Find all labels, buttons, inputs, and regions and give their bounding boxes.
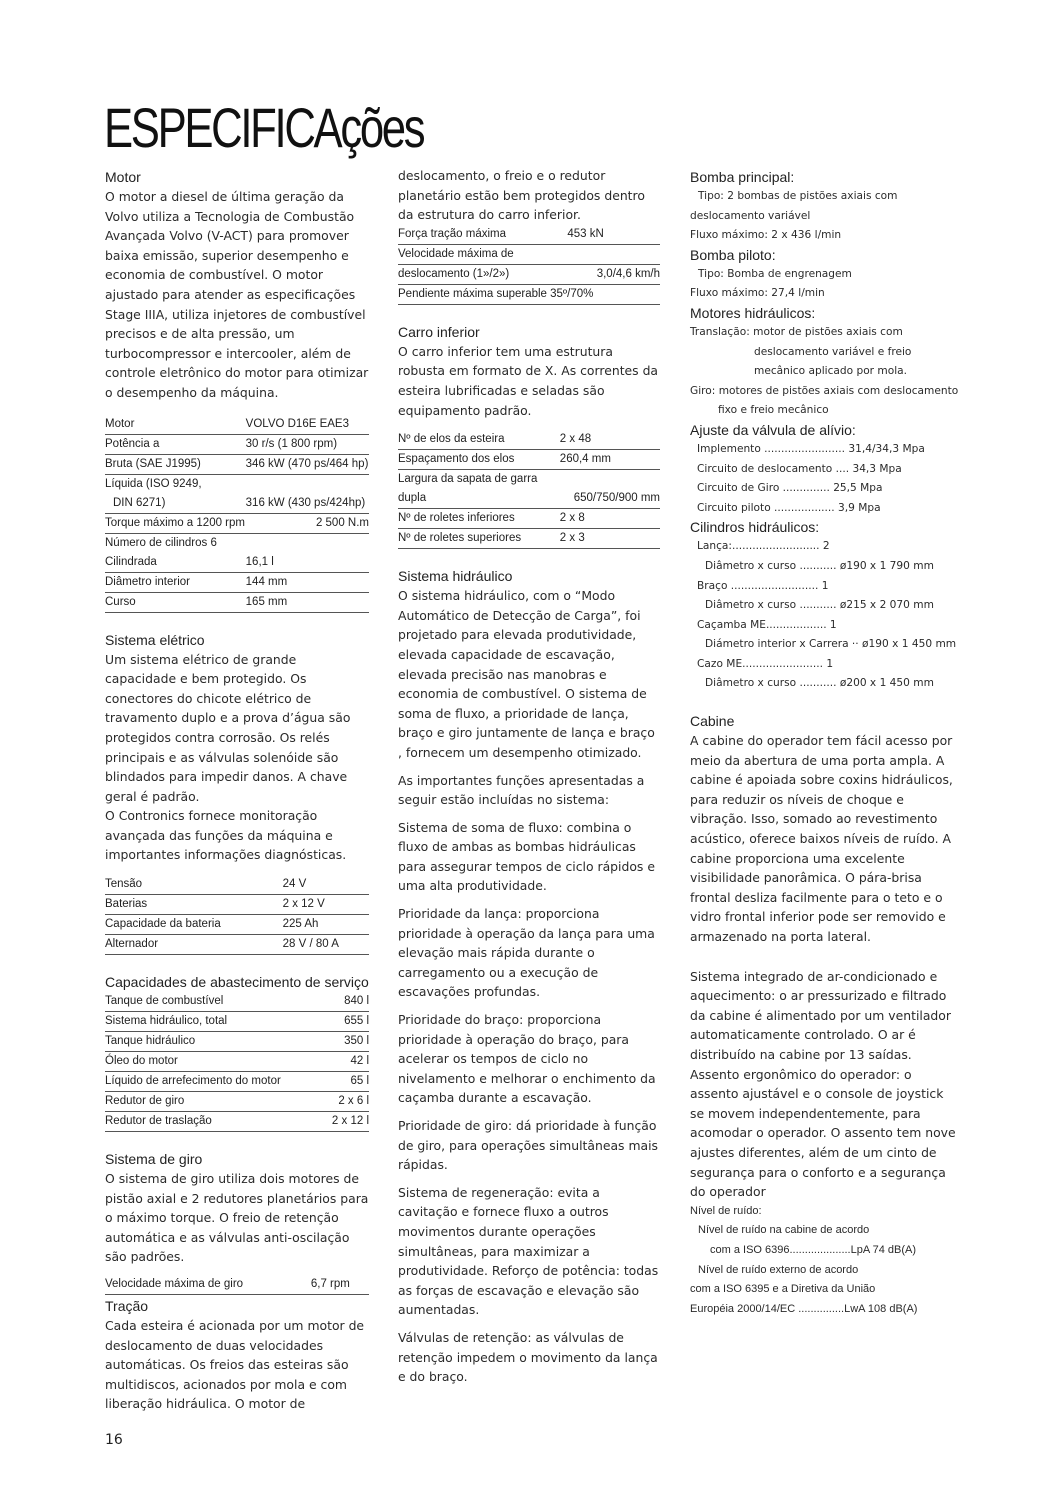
eletrico-text-2: O Contronics fornece monitoração avançada das funções da máquina e importantes informações diagnósticas. (105, 808, 347, 863)
cell: Líquido de arrefecimento do motor (105, 1072, 323, 1092)
spec-line: Tipo: 2 bombas de pistões axiais com (698, 190, 898, 202)
spec-line: mecânico aplicado por mola. (754, 365, 908, 378)
spec-line: Circuito piloto .................. 3,9 Mpa (697, 501, 881, 514)
cell: Velocidade máxima de giro (105, 1275, 311, 1295)
ruido-line: Nível de ruído: (690, 1204, 762, 1217)
table-row (398, 470, 660, 490)
table-row (105, 592, 369, 612)
cilindros-heading: Cilindros hidráulicos: (690, 519, 820, 536)
spec-line: Tipo: Bomba de engrenagem (698, 267, 852, 280)
table-row (398, 489, 660, 509)
spec-line: Circuito de Giro .............. 25,5 Mpa (697, 482, 883, 495)
soma-text: Sistema de soma de fluxo: combina o fluxo de ambas as bombas hidráulicas para assegurar tempos de ciclo rápidos e uma alta produtividade. (398, 819, 655, 894)
table-row (398, 430, 660, 450)
cell: Torque máximo a 1200 rpm (105, 513, 246, 533)
motor-text: O motor a diesel de última geração da Volvo utiliza a Tecnologia de Combustão Avançada Volvo (V-ACT) para promover baixa emissão, superior desempenho e economia de combustível. O motor ajustado para atender as especificações Stage IIIA, utiliza injetores de combustível precisos e de alta pressão, um turbocompressor e intercooler, além de controle eletrônico do motor para otimizar o desempenho da máquina. (105, 189, 369, 400)
giro-text: O sistema de giro utiliza dois motores de pistão axial e 2 redutores planetários para o máximo torque. O freio de retenção automática e as válvulas anti-oscilação são padrões. (105, 1171, 369, 1265)
ruido-line: Nível de ruído na cabine de acordo (698, 1224, 870, 1237)
table-row (398, 284, 660, 304)
cell: Número de cilindros 6 (105, 536, 217, 549)
hidraulico-heading: Sistema hidráulico (398, 568, 513, 585)
cell: 316 kW (430 ps/424hp) (246, 494, 369, 514)
cell: 30 r/s (1 800 rpm) (246, 434, 369, 454)
tracao-cont-text: deslocamento, o freio e o redutor planetário estão bem protegidos dentro da estrutura do carro inferior. (398, 168, 645, 223)
eletrico-heading: Sistema elétrico (105, 631, 205, 648)
giro-heading: Sistema de giro (105, 1151, 203, 1168)
table-row (398, 264, 660, 284)
cell: 2 x 12 l (323, 1112, 369, 1132)
spec-line: fixo e freio mecânico (718, 404, 829, 417)
cell: 3,0/4,6 km/h (567, 264, 660, 284)
table-row (105, 992, 369, 1012)
cell: Nº de elos da esteira (398, 430, 560, 450)
page-title: ESPECIFICAções (104, 96, 424, 159)
cell: Motor (105, 415, 246, 435)
cell: Diâmetro interior (105, 572, 246, 592)
table-row (105, 434, 369, 454)
cabine-heading: Cabine (690, 713, 735, 730)
motores-heading: Motores hidráulicos: (690, 304, 816, 321)
giro-prio-text: Prioridade de giro: dá prioridade à função de giro, para operações simultâneas mais rápidas. (398, 1118, 659, 1173)
cell: 225 Ah (283, 915, 369, 935)
bomba-heading: Bomba principal: (690, 169, 795, 185)
spec-line: Braço .......................... 1 (697, 579, 829, 592)
eletrico-text: Um sistema elétrico de grande capacidade e bem protegido. Os conectores do chicote elétrico de travamento duplo e a prova d’água são protegidos contra corrosão. Os relés principais e as válvulas solenóide são blindados para impedir danos. A chave geral é padrão. (105, 651, 351, 804)
cell: Curso (105, 592, 246, 612)
spec-line: Giro: motores de pistões axiais com deslocamento (690, 384, 959, 397)
cell: 650/750/900 mm (560, 489, 660, 509)
carro-text: O carro inferior tem uma estrutura robusta em formato de X. As correntes da esteira lubrificadas e seladas são equipamento padrão. (398, 343, 659, 418)
cell: 2 x 8 (560, 509, 660, 529)
spec-line: Lança:.......................... 2 (697, 540, 830, 553)
table-row (105, 553, 369, 573)
spec-line: deslocamento variável e freio (754, 345, 912, 358)
spec-line: Cazo ME........................ 1 (697, 657, 834, 670)
table-row (105, 474, 369, 494)
cell: Bruta (SAE J1995) (105, 454, 246, 474)
carro-heading: Carro inferior (398, 323, 480, 340)
cell: VOLVO D16E EAE3 (246, 415, 369, 435)
retencao-text: Válvulas de retenção: as válvulas de retenção impedem o movimento da lança e do braço. (398, 1329, 658, 1385)
cell: Sistema hidráulico, total (105, 1012, 323, 1032)
cell: Tensão (105, 875, 283, 895)
cell: Velocidade máxima de (398, 244, 567, 264)
cell (246, 474, 369, 494)
table-row (105, 513, 369, 533)
cell (246, 533, 369, 553)
cabine-text: A cabine do operador tem fácil acesso por meio da abertura de uma porta ampla. A cabine é apoiada sobre coxins hidráulicos, para reduzir os níveis de choque e vibração. Isso, somado ao revestimento acústico, oferece baixos níveis de ruído. A cabine proporciona uma excelente visibilidade panorâmica. O pára-brisa frontal desliza facilmente para o teto e o vidro frontal inferior pode ser removido e armazenado na porta lateral. (690, 733, 953, 944)
table-row (105, 1072, 369, 1092)
cell: Líquida (ISO 9249, (105, 477, 202, 490)
cell: Nº de roletes inferiores (398, 509, 560, 529)
cell: 2 x 6 l (323, 1092, 369, 1112)
cell: Tanque de combustível (105, 992, 323, 1012)
ruido-line: com a ISO 6396....................LpA 74 dB(A) (710, 1243, 917, 1256)
cell: 24 V (283, 875, 369, 895)
cell: Espaçamento dos elos (398, 450, 560, 470)
spec-line: Diámetro interior x Carrera ·· ø190 x 1 450 mm (705, 638, 957, 651)
cell: Pendiente máxima superable 35º/70% (398, 284, 660, 304)
table-row (398, 244, 660, 264)
cell: Tanque hidráulico (105, 1032, 323, 1052)
ajuste-heading: Ajuste da válvula de alívio: (690, 421, 856, 438)
carro-table (398, 430, 660, 549)
cell: Baterias (105, 895, 283, 915)
cell: 28 V / 80 A (283, 935, 369, 955)
column-3 (690, 168, 958, 1319)
table-row (105, 1032, 369, 1052)
table-row (105, 1052, 369, 1072)
table-row (105, 1092, 369, 1112)
tracao-table (398, 225, 660, 305)
column-1 (105, 168, 369, 1414)
cell: Alternador (105, 935, 283, 955)
funcoes-text: As importantes funções apresentadas a seguir estão incluídas no sistema: (398, 772, 645, 808)
piloto-heading: Bomba piloto: (690, 246, 776, 263)
braco-text: Prioridade do braço: proporciona prioridade à operação do braço, para acelerar os tempos de ciclo no nivelamento e melhorar o enchimento da caçamba durante a escavação. (398, 1012, 656, 1106)
cell: 260,4 mm (560, 450, 660, 470)
capacidades-heading: Capacidades de abastecimento de serviço (105, 974, 369, 991)
spec-line: deslocamento variável (690, 209, 811, 222)
table-row (105, 494, 369, 514)
cell: 346 kW (470 ps/464 hp) (246, 454, 369, 474)
table-row (105, 454, 369, 474)
cell: 453 kN (567, 225, 660, 245)
hidraulico-text: O sistema hidráulico, com o “Modo Automático de Detecção de Carga”, foi projetado para elevada produtividade, elevada capacidade de escavação, elevada precisão nas manobras e economia de combustível. O sistema de soma de fluxo, a prioridade de lança, braço e giro juntamente de lança e braço , fornecem um desempenho otimizado. (398, 588, 655, 760)
cell: 840 l (323, 992, 369, 1012)
table-row (105, 1012, 369, 1032)
cell: 165 mm (246, 592, 369, 612)
cell (567, 244, 660, 264)
regen-text: Sistema de regeneração: evita a cavitação e fornece fluxo a outros movimentos durante operações simultâneas, para maximizar a produtividade. Reforço de potência: todas as forças de escavação e elevação são aumentadas. (398, 1184, 659, 1318)
cell: 2 x 48 (560, 430, 660, 450)
table-row (398, 225, 660, 245)
spec-line: Circuito de deslocamento .... 34,3 Mpa (697, 462, 902, 475)
giro-table (105, 1275, 369, 1295)
capacidades-table (105, 992, 369, 1132)
table-row (398, 529, 660, 549)
spec-line: Fluxo máximo: 2 x 436 l/min (690, 229, 842, 242)
cell: Potência a (105, 434, 246, 454)
cell: 350 l (323, 1032, 369, 1052)
table-row (105, 1275, 369, 1295)
table-row (105, 875, 369, 895)
ar-text: Sistema integrado de ar-condicionado e aquecimento: o ar pressurizado e filtrado da cabine é alimentado por um ventilador automaticamente controlado. O ar é distribuído na cabine por 13 saídas. Assento ergonômico do operador: o assento ajustável e o console de joystick se movem independentemente, para acomodar o operador. O assento tem nove ajustes diferentes, além de um cinto de segurança para o conforto e a segurança do operador (690, 968, 956, 1200)
table-row (398, 509, 660, 529)
spec-line: Caçamba ME.................. 1 (697, 618, 837, 631)
table-row (105, 915, 369, 935)
tracao-heading: Tração (105, 1298, 149, 1315)
cell: 42 l (323, 1052, 369, 1072)
spec-line: Diâmetro x curso ........... ø190 x 1 790 mm (705, 559, 934, 572)
cell: dupla (398, 489, 560, 509)
cell: Redutor de traslação (105, 1112, 323, 1132)
cell: Cilindrada (105, 553, 246, 573)
table-row (105, 572, 369, 592)
page-number: 16 (105, 1432, 123, 1448)
cell: 655 l (323, 1012, 369, 1032)
table-row (105, 935, 369, 955)
eletrico-table (105, 875, 369, 955)
spec-line: Implemento ........................ 31,4/34,3 Mpa (697, 442, 925, 455)
tracao-text: Cada esteira é acionada por um motor de deslocamento de duas velocidades automáticas. Os freios das esteiras são multidiscos, acionados por mola e com liberação hidráulica. O motor de (105, 1318, 365, 1412)
cell: DIN 6271) (105, 494, 246, 514)
cell: 2 500 N.m (246, 513, 369, 533)
spec-line: Diâmetro x curso ........... ø215 x 2 070 mm (705, 599, 934, 612)
column-2 (398, 166, 660, 1387)
ruido-line: Européia 2000/14/EC ...............LwA 108 dB(A) (690, 1302, 918, 1315)
cell: Força tração máxima (398, 225, 567, 245)
cell: Óleo do motor (105, 1052, 323, 1072)
cell (560, 470, 660, 490)
cell: deslocamento (1»/2») (398, 264, 567, 284)
table-row (105, 1112, 369, 1132)
table-row (105, 415, 369, 435)
cell: Largura da sapata de garra (398, 473, 538, 486)
lanca-text: Prioridade da lança: proporciona prioridade à operação da lança para uma elevação mais rápida durante o carregamento ou a execução de escavações profundas. (398, 906, 655, 1000)
cell: 2 x 12 V (283, 895, 369, 915)
table-row (105, 533, 369, 553)
cell: Capacidade da bateria (105, 915, 283, 935)
table-row (105, 895, 369, 915)
cell: 16,1 l (246, 553, 369, 573)
table-row (398, 450, 660, 470)
cell: 6,7 rpm (311, 1275, 369, 1295)
ruido-line: Nível de ruído externo de acordo (698, 1263, 859, 1276)
cell: Nº de roletes superiores (398, 529, 560, 549)
motor-table (105, 415, 369, 613)
cell: 144 mm (246, 572, 369, 592)
motor-heading: Motor (105, 169, 141, 185)
spec-line: Translação: motor de pistões axiais com (690, 325, 903, 338)
spec-line: Diâmetro x curso ........... ø200 x 1 450 mm (705, 677, 934, 690)
ruido-line: com a ISO 6395 e a Diretiva da União (690, 1283, 876, 1296)
cell: 65 l (323, 1072, 369, 1092)
cell: 2 x 3 (560, 529, 660, 549)
spec-line: Fluxo máximo: 27,4 l/min (690, 287, 825, 300)
cell: Redutor de giro (105, 1092, 323, 1112)
